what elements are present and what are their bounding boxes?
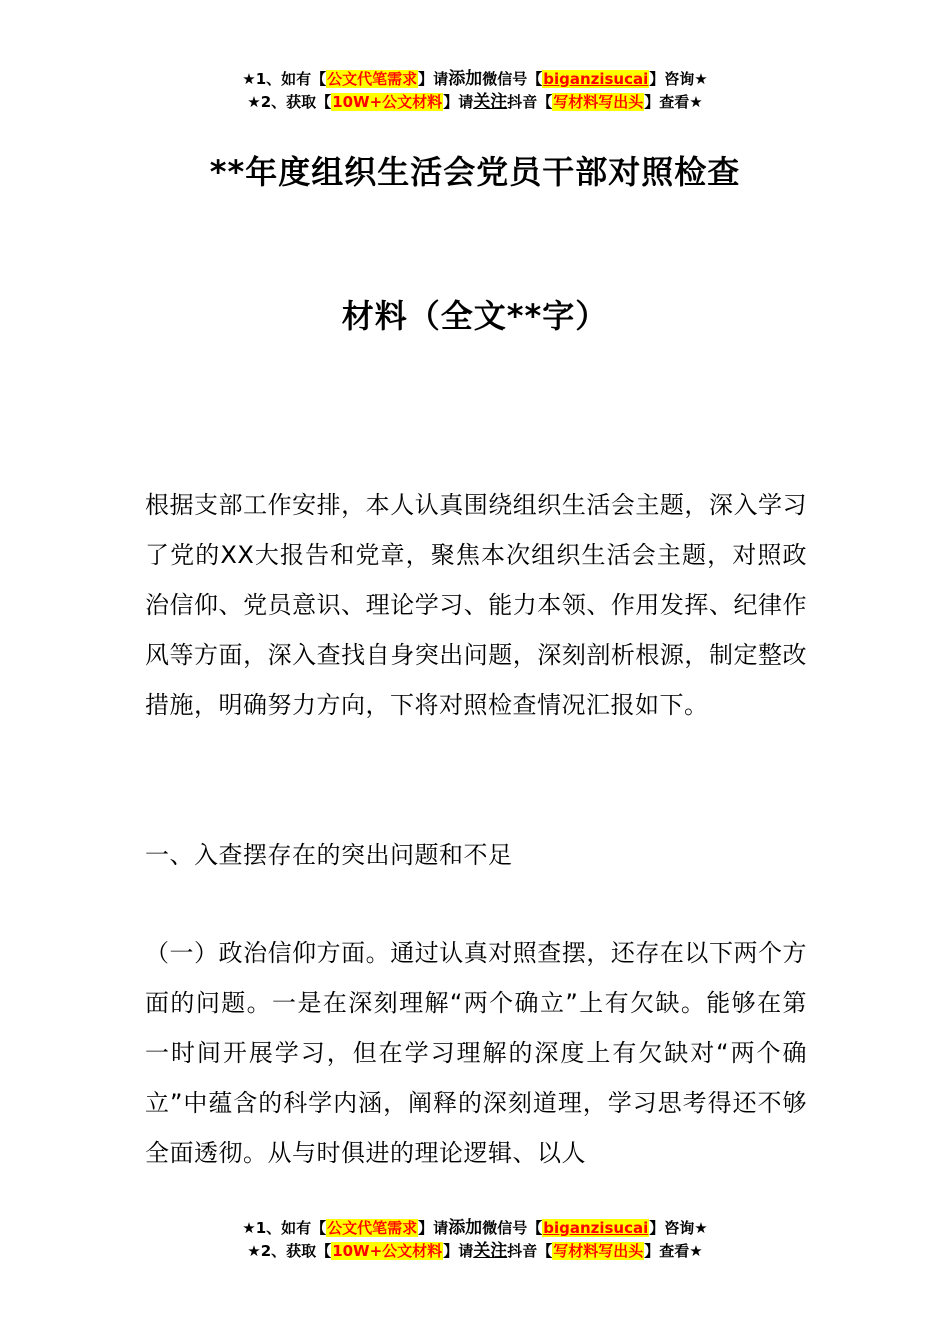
banner-text: ★2、获取【 [247, 93, 332, 111]
highlight-douyin: 写材料写出头 [553, 93, 644, 111]
banner-text: 】查看★ [644, 93, 703, 111]
banner-line-1 [0, 68, 950, 91]
banner-text: 】请 [443, 1242, 474, 1260]
intro-paragraph: 根据支部工作安排，本人认真围绕组织生活会主题，深入学习了党的XX大报告和党章，聚焦本次组织生活会主题，对照政治信仰、党员意识、理论学习、能力本领、作用发挥、纪律作风等方面，深入查找自身突出问题，深刻剖析根源，制定整改措施，明确努力方向，下将对照检查情况汇报如下。 [145, 491, 807, 719]
section-heading: 一、入查摆存在的突出问题和不足 [145, 841, 513, 869]
banner-emphasis: 关注 [473, 1241, 508, 1261]
banner-text: 】查看★ [644, 1242, 703, 1260]
body-paragraph: （一）政治信仰方面。通过认真对照查摆，还存在以下两个方面的问题。一是在深刻理解“两个确立”上有欠缺。能够在第一时间开展学习，但在学习理解的深度上有欠缺对“两个确立”中蕴含的科学内涵，阐释的深刻道理，学习思考得还不够全面透彻。从与时俱进的理论逻辑、以人 [145, 939, 807, 1167]
banner-text: 微信号【 [482, 70, 543, 88]
banner-line-2 [0, 91, 950, 114]
banner-text: 】请 [418, 70, 449, 88]
banner-text: 】咨询★ [649, 70, 708, 88]
banner-text: 抖音【 [507, 1242, 553, 1260]
banner-text: ★1、如有【 [242, 70, 327, 88]
banner-text: 微信号【 [482, 1219, 543, 1237]
banner-text: ★2、获取【 [247, 1242, 332, 1260]
footer-banner [0, 1217, 950, 1263]
document-title-line-2: 材料（全文**字） [341, 297, 609, 335]
banner-emphasis: 添加 [448, 1218, 483, 1238]
header-banner [0, 68, 950, 114]
highlight-service: 公文代笔需求 [327, 1219, 418, 1237]
highlight-wechat-id: biganzisucai [543, 1219, 649, 1237]
highlight-service: 公文代笔需求 [327, 70, 418, 88]
banner-emphasis: 添加 [448, 69, 483, 89]
banner-text: 】咨询★ [649, 1219, 708, 1237]
banner-text: ★1、如有【 [242, 1219, 327, 1237]
highlight-materials: 10W+公文材料 [332, 1242, 443, 1260]
banner-line-1 [0, 1217, 950, 1240]
document-title-line-1: **年度组织生活会党员干部对照检查 [209, 153, 741, 191]
banner-text: 】请 [443, 93, 474, 111]
banner-emphasis: 关注 [473, 92, 508, 112]
highlight-materials: 10W+公文材料 [332, 93, 443, 111]
highlight-douyin: 写材料写出头 [553, 1242, 644, 1260]
banner-text: 】请 [418, 1219, 449, 1237]
banner-line-2 [0, 1240, 950, 1263]
banner-text: 抖音【 [507, 93, 553, 111]
highlight-wechat-id: biganzisucai [543, 70, 649, 88]
